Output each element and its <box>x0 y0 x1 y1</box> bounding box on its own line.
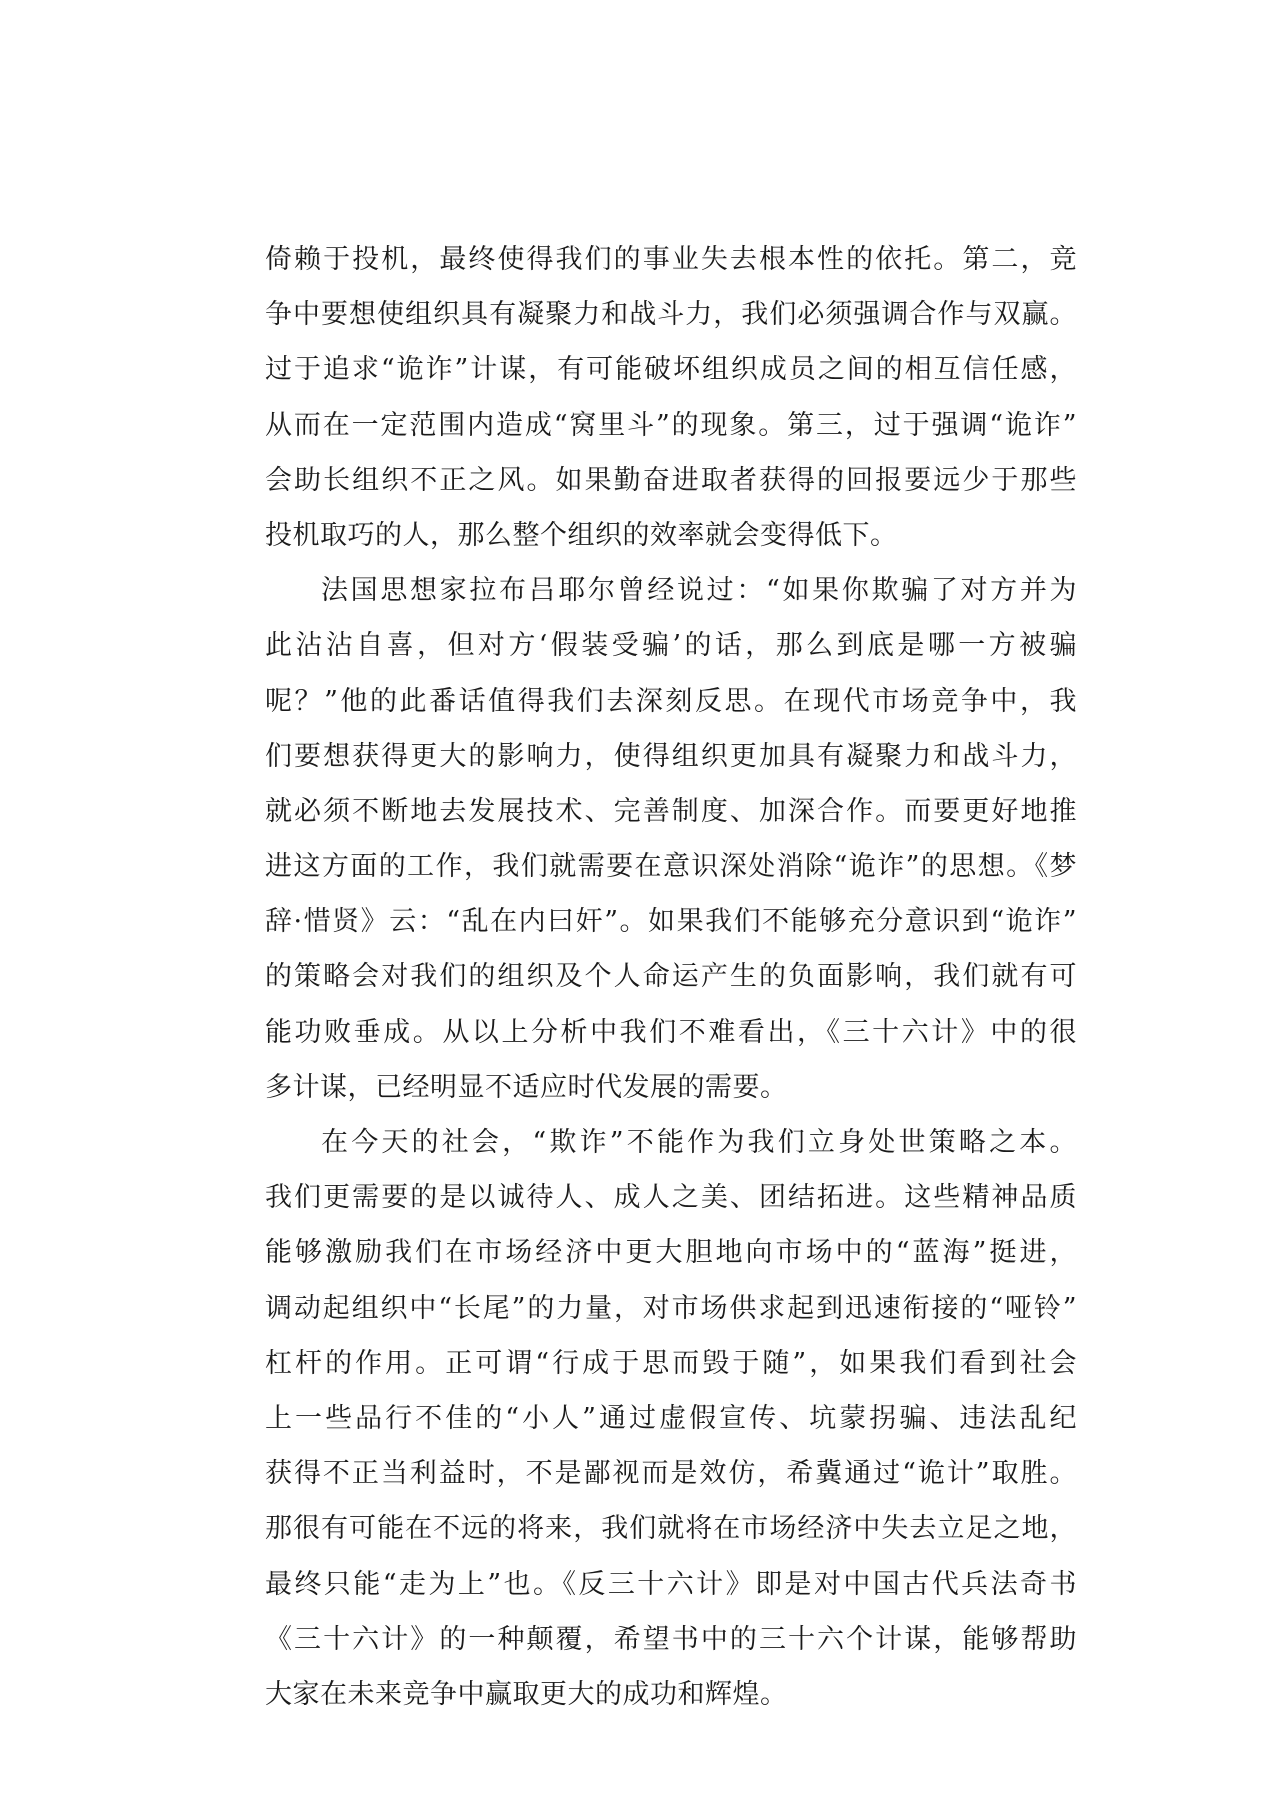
text-line: 就必须不断地去发展技术、完善制度、加深合作。而要更好地推 <box>265 795 1077 827</box>
text-line: 杠杆的作用。正可谓“行成于思而毁于随”，如果我们看到社会 <box>265 1347 1077 1379</box>
text-line: 的策略会对我们的组织及个人命运产生的负面影响，我们就有可 <box>265 961 1077 993</box>
text-line: 上一些品行不佳的“小人”通过虚假宣传、坑蒙拐骗、违法乱纪 <box>265 1402 1077 1434</box>
text-line: 大家在未来竞争中赢取更大的成功和辉煌。 <box>265 1678 788 1710</box>
text-line: 我们更需要的是以诚待人、成人之美、团结拓进。这些精神品质 <box>265 1182 1077 1214</box>
text-line: 能够激励我们在市场经济中更大胆地向市场中的“蓝海”挺进， <box>265 1237 1077 1269</box>
text-line: 调动起组织中“长尾”的力量，对市场供求起到迅速衔接的“哑铃” <box>265 1292 1077 1324</box>
text-line: 从而在一定范围内造成“窝里斗”的现象。第三，过于强调“诡诈” <box>265 409 1077 441</box>
text-line: 会助长组织不正之风。如果勤奋进取者获得的回报要远少于那些 <box>265 464 1077 496</box>
text-line: 进这方面的工作，我们就需要在意识深处消除“诡诈”的思想。《梦 <box>265 851 1077 883</box>
text-line: 此沾沾自喜，但对方‘假装受骗’的话，那么到底是哪一方被骗 <box>265 630 1077 662</box>
text-line: 多计谋，已经明显不适应时代发展的需要。 <box>265 1071 788 1103</box>
text-line: 倚赖于投机，最终使得我们的事业失去根本性的依托。第二，竞 <box>265 244 1077 275</box>
text-line: 那很有可能在不远的将来，我们就将在市场经济中失去立足之地， <box>265 1513 1077 1545</box>
text-line: 投机取巧的人，那么整个组织的效率就会变得低下。 <box>265 519 898 551</box>
text-line: 最终只能“走为上”也。《反三十六计》即是对中国古代兵法奇书 <box>265 1568 1077 1600</box>
text-line: 《三十六计》的一种颠覆，希望书中的三十六个计谋，能够帮助 <box>265 1623 1077 1655</box>
text-line: 呢？”他的此番话值得我们去深刻反思。在现代市场竞争中，我 <box>265 685 1077 717</box>
text-line: 在今天的社会，“欺诈”不能作为我们立身处世策略之本。 <box>321 1127 1077 1158</box>
body-text <box>265 232 1077 1722</box>
text-line: 获得不正当利益时，不是鄙视而是效仿，希冀通过“诡计”取胜。 <box>265 1458 1077 1490</box>
text-line: 争中要想使组织具有凝聚力和战斗力，我们必须强调合作与双赢。 <box>265 299 1077 331</box>
text-line: 法国思想家拉布吕耶尔曾经说过：“如果你欺骗了对方并为 <box>321 575 1077 607</box>
text-line: 辞·惜贤》云：“乱在内曰奸”。如果我们不能够充分意识到“诡诈” <box>265 906 1077 938</box>
text-line: 能功败垂成。从以上分析中我们不难看出，《三十六计》中的很 <box>265 1016 1077 1048</box>
text-line: 过于追求“诡诈”计谋，有可能破坏组织成员之间的相互信任感， <box>265 354 1077 386</box>
text-line: 们要想获得更大的影响力，使得组织更加具有凝聚力和战斗力， <box>265 740 1077 772</box>
